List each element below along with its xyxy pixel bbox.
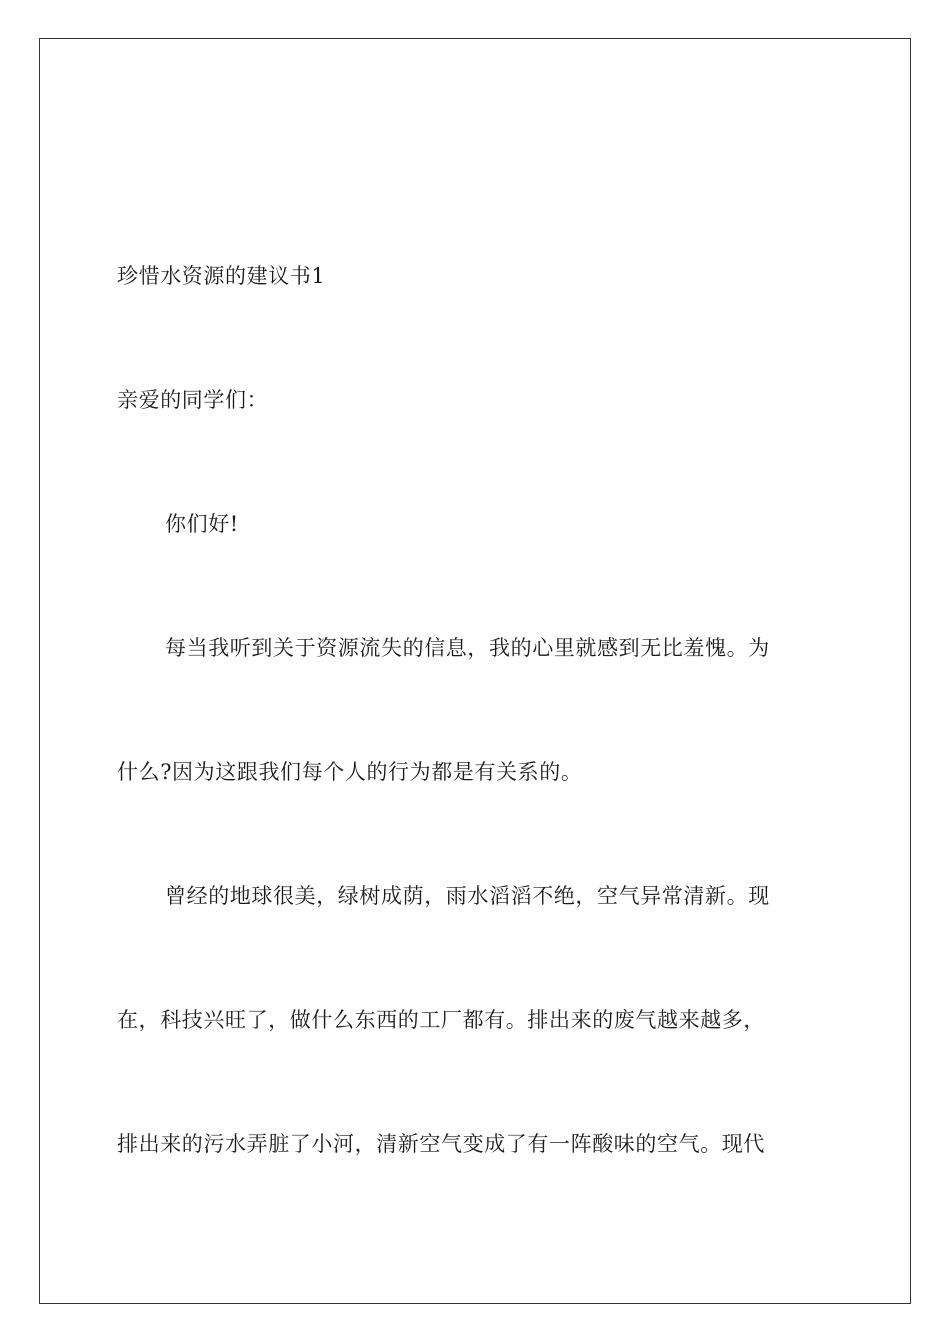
salutation: 亲爱的同学们： <box>117 388 269 412</box>
document-title: 珍惜水资源的建议书1 <box>117 264 326 288</box>
paragraph-2-line-2: 在，科技兴旺了，做什么东西的工厂都有。排出来的废气越来越多， <box>117 1008 765 1032</box>
page-border <box>39 38 911 1304</box>
greeting: 你们好! <box>165 512 239 536</box>
paragraph-2-line-1: 曾经的地球很美，绿树成荫，雨水滔滔不绝，空气异常清新。现 <box>165 884 770 908</box>
paragraph-1-line-2: 什么?因为这跟我们每个人的行为都是有关系的。 <box>117 760 583 784</box>
paragraph-2-line-3: 排出来的污水弄脏了小河，清新空气变成了有一阵酸味的空气。现代 <box>117 1132 765 1156</box>
paragraph-1-line-1: 每当我听到关于资源流失的信息，我的心里就感到无比羞愧。为 <box>165 636 770 660</box>
